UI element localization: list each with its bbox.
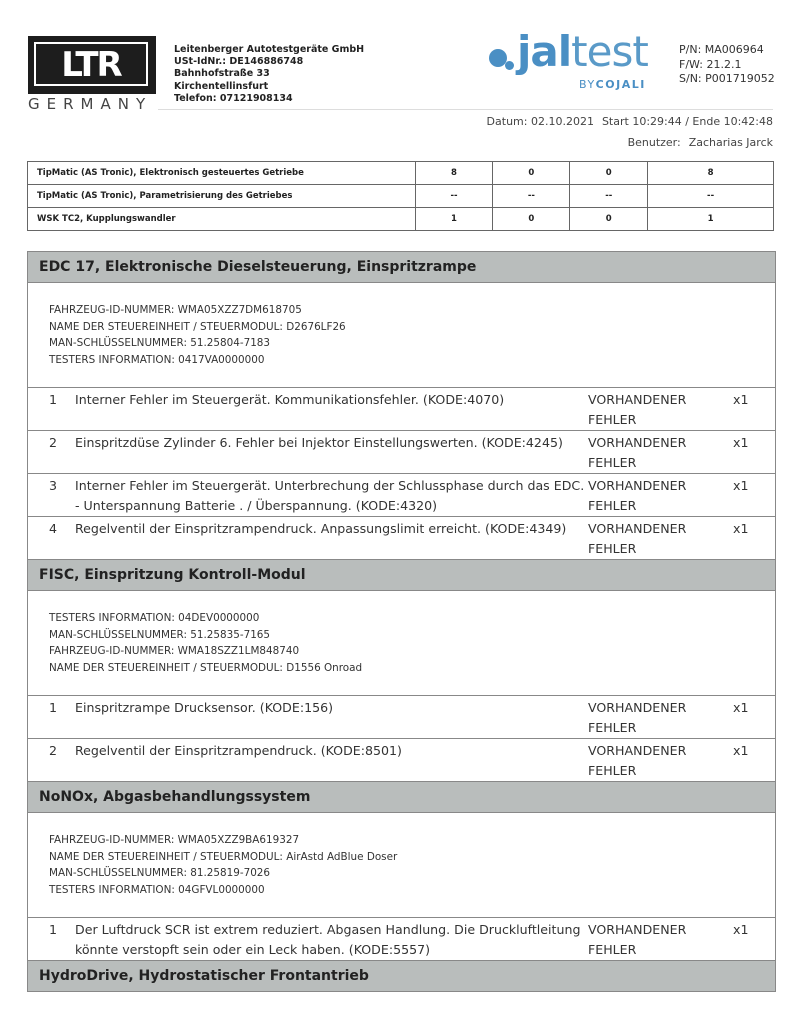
device-info — [679, 43, 775, 87]
session-time-range: Start 10:29:44 / Ende 10:42:48 — [601, 115, 773, 128]
count-cell: 1 — [415, 208, 493, 231]
fault-description: Regelventil der Einspritzrampendruck. Anpassungslimit erreicht. (KODE:4349) — [75, 521, 567, 536]
count-cell: 0 — [493, 162, 570, 185]
user-name: Zacharias Jarck — [688, 136, 773, 149]
ltr-logo-country: GERMANY — [28, 95, 153, 113]
system-name: WSK TC2, Kupplungswandler — [28, 208, 416, 231]
company-vat: USt-IdNr.: DE146886748 — [174, 56, 304, 68]
fault-status: VORHANDENER FEHLER — [588, 700, 687, 735]
ltr-logo-box — [28, 36, 156, 94]
company-city: Kirchentellinsfurt — [174, 80, 269, 92]
info-line: TESTERS INFORMATION: 0417VA0000000 — [49, 353, 265, 366]
fault-row — [28, 696, 775, 739]
jaltest-wordmark-light: test — [571, 27, 648, 76]
fault-count: x1 — [733, 743, 749, 758]
ltr-logo-mark: LTR — [61, 45, 121, 85]
count-cell: -- — [493, 185, 570, 208]
fault-row — [28, 739, 775, 781]
company-name: Leitenberger Autotestgeräte GmbH — [174, 44, 365, 55]
fault-description: Einspritzrampe Drucksensor. (KODE:156) — [75, 700, 334, 715]
fault-row — [28, 918, 775, 960]
fault-count: x1 — [733, 700, 749, 715]
fault-row — [28, 431, 775, 474]
fault-description: Interner Fehler im Steuergerät. Kommunikationsfehler. (KODE:4070) — [75, 392, 505, 407]
ltr-logo — [28, 36, 156, 94]
fault-row — [28, 388, 775, 431]
count-cell: 8 — [415, 162, 493, 185]
ltr-logo-frame — [34, 42, 148, 86]
info-line: FAHRZEUG-ID-NUMMER: WMA18SZZ1LM848740 — [49, 645, 300, 657]
table-row — [28, 185, 774, 208]
fault-row — [28, 474, 775, 517]
fault-count: x1 — [733, 435, 749, 450]
fault-status: VORHANDENER FEHLER — [588, 435, 687, 470]
fault-index: 2 — [49, 743, 58, 758]
table-row — [28, 162, 774, 185]
count-cell: -- — [648, 185, 774, 208]
count-cell: -- — [415, 185, 493, 208]
count-cell: -- — [570, 185, 648, 208]
jaltest-logo-small-dot-icon — [505, 61, 514, 70]
info-line: FAHRZEUG-ID-NUMMER: WMA05XZZ7DM618705 — [49, 304, 302, 316]
info-line: NAME DER STEUEREINHEIT / STEUERMODUL: D1556 Onroad — [49, 661, 363, 674]
jaltest-wordmark-bold: jal — [517, 27, 572, 76]
fault-status: VORHANDENER FEHLER — [588, 392, 687, 427]
fault-status: VORHANDENER FEHLER — [588, 922, 687, 957]
count-cell: 1 — [648, 208, 774, 231]
fault-index: 4 — [49, 521, 58, 536]
fault-index: 1 — [49, 922, 58, 937]
count-cell: 0 — [570, 162, 648, 185]
jaltest-byline — [579, 78, 646, 91]
info-line: MAN-SCHLÜSSELNUMMER: 51.25804-7183 — [49, 337, 271, 349]
system-name: TipMatic (AS Tronic), Parametrisierung des Getriebes — [28, 185, 416, 208]
session-date: Datum: 02.10.2021 — [486, 115, 594, 128]
device-part-number: P/N: MA006964 — [679, 43, 764, 56]
session-date-line — [487, 115, 773, 128]
session-user-line — [628, 136, 773, 149]
summary-table — [27, 161, 774, 231]
fault-status: VORHANDENER FEHLER — [588, 478, 687, 513]
info-line: MAN-SCHLÜSSELNUMMER: 51.25835-7165 — [49, 628, 271, 641]
jaltest-logo — [487, 27, 667, 98]
info-line: FAHRZEUG-ID-NUMMER: WMA05XZZ9BA619327 — [49, 834, 300, 846]
count-cell: 0 — [493, 208, 570, 231]
company-phone: Telefon: 07121908134 — [174, 92, 293, 104]
jaltest-wordmark — [517, 28, 648, 76]
fault-description: Regelventil der Einspritzrampendruck. (KODE:8501) — [75, 743, 402, 758]
fault-index: 1 — [49, 392, 58, 407]
fault-status: VORHANDENER FEHLER — [588, 521, 687, 556]
info-line: TESTERS INFORMATION: 04GFVL0000000 — [49, 883, 265, 896]
fault-index: 1 — [49, 700, 58, 715]
section-info-nonox — [28, 813, 775, 918]
section-info-edc17 — [28, 283, 775, 388]
fault-description: Der Luftdruck SCR ist extrem reduziert. Abgasen Handlung. Die Druckluftleitung könnte verstopft sein oder ein Leck haben. (KODE:5557) — [75, 922, 581, 957]
info-line: NAME DER STEUEREINHEIT / STEUERMODUL: D2676LF26 — [49, 320, 346, 333]
company-street: Bahnhofstraße 33 — [174, 68, 270, 80]
header-divider — [158, 109, 773, 110]
jaltest-brand: COJALI — [595, 78, 646, 91]
fault-description: Einspritzdüse Zylinder 6. Fehler bei Injektor Einstellungswerten. (KODE:4245) — [75, 435, 563, 450]
info-line: MAN-SCHLÜSSELNUMMER: 81.25819-7026 — [49, 867, 271, 879]
jaltest-by: BY — [579, 78, 596, 91]
fault-status: VORHANDENER FEHLER — [588, 743, 687, 778]
section-header-hydrodrive: HydroDrive, Hydrostatischer Frontantrieb — [28, 960, 775, 992]
section-header-fisc: FISC, Einspritzung Kontroll-Modul — [28, 559, 775, 591]
fault-count: x1 — [733, 392, 749, 407]
fault-count: x1 — [733, 922, 749, 937]
section-header-edc17: EDC 17, Elektronische Dieselsteuerung, Einspritzrampe — [28, 251, 775, 283]
fault-index: 2 — [49, 435, 58, 450]
table-row — [28, 208, 774, 231]
fault-description: Interner Fehler im Steuergerät. Unterbrechung der Schlussphase durch das EDC. - Unterspannung Batterie . / Überspannung. (KODE:4320) — [75, 478, 585, 513]
system-name: TipMatic (AS Tronic), Elektronisch gesteuertes Getriebe — [28, 162, 416, 185]
user-label: Benutzer: — [627, 136, 681, 149]
section-info-fisc — [28, 591, 775, 696]
fault-index: 3 — [49, 478, 58, 493]
count-cell: 8 — [648, 162, 774, 185]
fault-count: x1 — [733, 521, 749, 536]
info-line: TESTERS INFORMATION: 04DEV0000000 — [49, 612, 260, 624]
fault-report — [27, 251, 776, 992]
section-header-nonox: NoNOx, Abgasbehandlungssystem — [28, 781, 775, 813]
company-address — [174, 44, 364, 105]
info-line: NAME DER STEUEREINHEIT / STEUERMODUL: AirAstd AdBlue Doser — [49, 850, 398, 863]
fault-row — [28, 517, 775, 559]
count-cell: 0 — [570, 208, 648, 231]
device-serial: S/N: P001719052 — [679, 72, 775, 85]
fault-count: x1 — [733, 478, 749, 493]
device-firmware: F/W: 21.2.1 — [679, 57, 742, 71]
